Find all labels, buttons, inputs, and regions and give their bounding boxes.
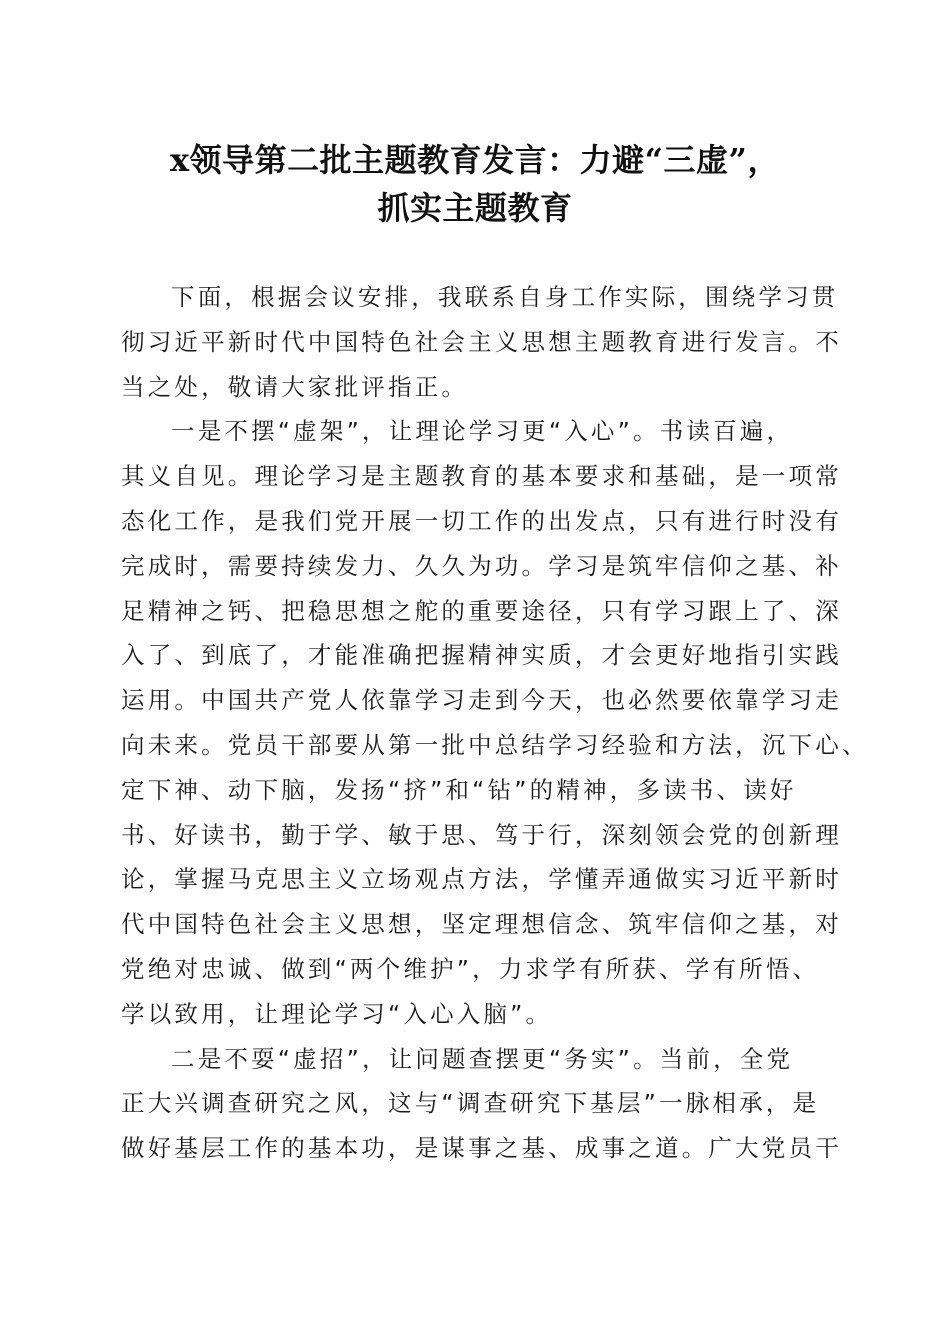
text-line: 党绝对忠诚、做到“两个维护”，力求学有所获、学有所悟、 [121, 954, 820, 983]
text-line: 二是不耍“虚招”，让问题查摆更“务实”。当前，全党 [171, 1044, 794, 1073]
text-line: 彻习近平新时代中国特色社会主义思想主题教育进行发言。不 [121, 327, 842, 356]
text-line: 当之处，敬请大家批评指正。 [121, 372, 469, 401]
title-line-2: 抓实主题教育 [377, 189, 573, 227]
text-line: 下面，根据会议安排，我联系自身工作实际，围绕学习贯 [171, 283, 839, 311]
document-title [110, 136, 840, 232]
text-line: 完成时，需要持续发力、久久为功。学习是筑牢信仰之基、补 [121, 551, 842, 580]
text-line: 向未来。党员干部要从第一批中总结学习经验和方法，沉下心、 [121, 730, 869, 759]
paragraph-theory-study [121, 409, 869, 1036]
text-line: 定下神、动下脑，发扬“挤”和“钻”的精神，多读书、读好 [121, 775, 797, 804]
text-line: 态化工作，是我们党开展一切工作的出发点，只有进行时没有 [121, 506, 842, 535]
text-line: 正大兴调查研究之风，这与“调查研究下基层”一脉相承，是 [121, 1089, 820, 1118]
text-line: 书、好读书，勤于学、敏于思、笃于行，深刻领会党的创新理 [121, 820, 842, 849]
text-line: 入了、到底了，才能准确把握精神实质，才会更好地指引实践 [121, 641, 842, 670]
text-line: 代中国特色社会主义思想，坚定理想信念、筑牢信仰之基，对 [121, 910, 842, 939]
text-line: 学以致用，让理论学习“入心入脑”。 [121, 999, 553, 1028]
paragraph-problem-check [121, 1037, 842, 1171]
text-line: 做好基层工作的基本功，是谋事之基、成事之道。广大党员干 [121, 1134, 842, 1163]
text-line: 足精神之钙、把稳思想之舵的重要途径，只有学习跟上了、深 [121, 596, 842, 625]
paragraph-intro [121, 275, 842, 409]
document-body [121, 275, 869, 1171]
text-line: 其义自见。理论学习是主题教育的基本要求和基础，是一项常 [121, 462, 842, 491]
text-line: 论，掌握马克思主义立场观点方法，学懂弄通做实习近平新时 [121, 865, 842, 894]
title-line-1: x领导第二批主题教育发言：力避“三虚”， [170, 141, 780, 179]
text-line: 运用。中国共产党人依靠学习走到今天，也必然要依靠学习走 [121, 686, 842, 715]
text-line: 一是不摆“虚架”，让理论学习更“入心”。书读百遍， [171, 417, 794, 446]
